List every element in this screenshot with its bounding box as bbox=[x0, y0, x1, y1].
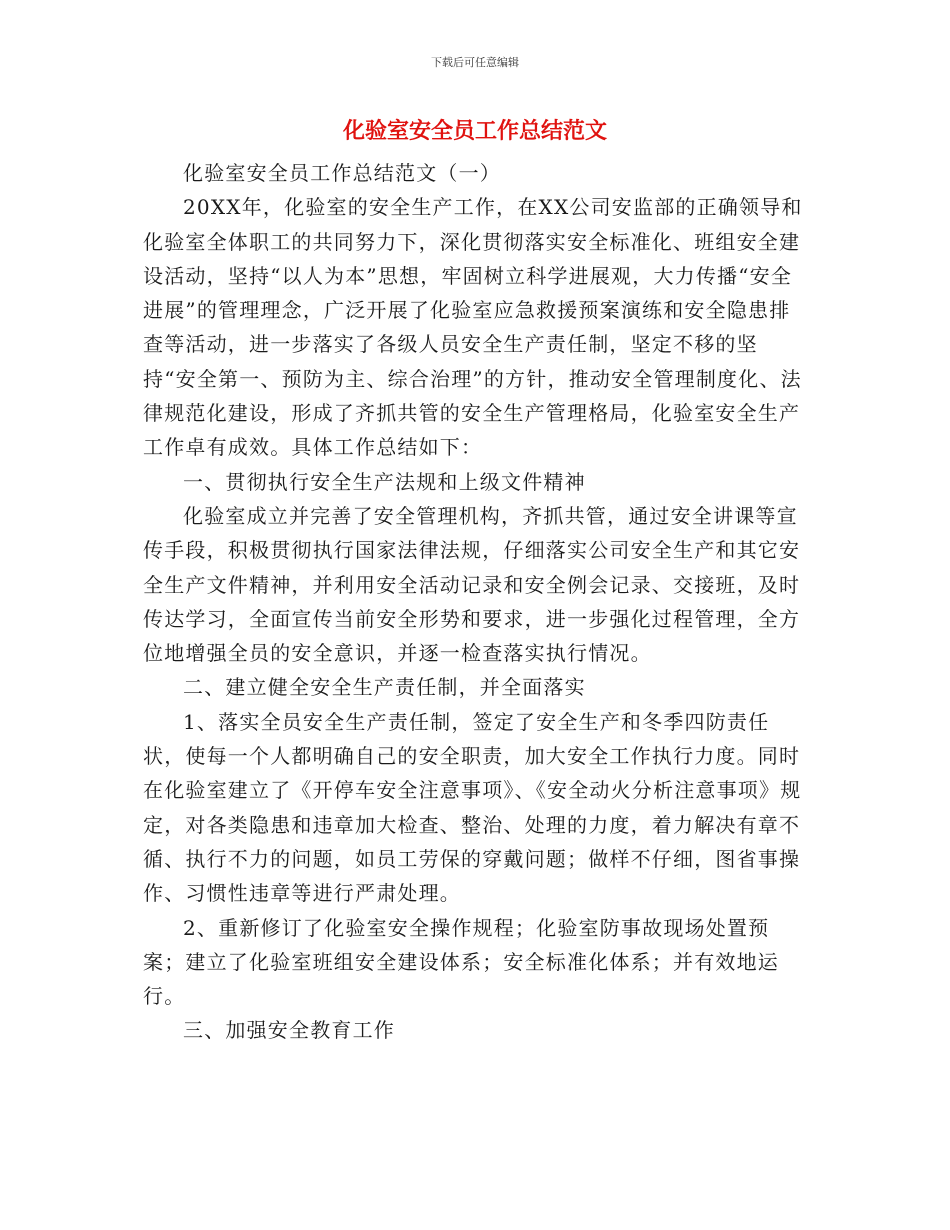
paragraph-section-2-item-2: 2、重新修订了化验室安全操作规程；化验室防事故现场处置预案；建立了化验室班组安全建设体系；安全标准化体系；并有效地运行。 bbox=[143, 915, 779, 1009]
document-title: 化验室安全员工作总结范文 bbox=[342, 119, 607, 144]
paragraph-section-1: 化验室成立并完善了安全管理机构，齐抓共管，通过安全讲课等宣传手段，积极贯彻执行国家法律法规，仔细落实公司安全生产和其它安全生产文件精神，并利用安全活动记录和安全例会记录、交接班，及时传达学习，全面宣传当前安全形势和要求，进一步强化过程管理，全方位地增强全员的安全意识，并逐一检查落实执行情况。 bbox=[143, 503, 801, 666]
section-heading-1: 一、贯彻执行安全生产法规和上级文件精神 bbox=[183, 469, 586, 494]
paragraph-section-2-item-1: 1、落实全员安全生产责任制，签定了安全生产和冬季四防责任状，使每一个人都明确自己的安全职责，加大安全工作执行力度。同时在化验室建立了《开停车安全注意事项》、《安全动火分析注意事项》规定，对各类隐患和违章加大检查、整治、处理的力度，着力解决有章不循、执行不力的问题，如员工劳保的穿戴问题；做样不仔细，图省事操作、习惯性违章等进行严肃处理。 bbox=[143, 709, 802, 906]
document-body bbox=[143, 156, 811, 1048]
header-note: 下载后可任意编辑 bbox=[431, 56, 519, 69]
section-heading-2: 二、建立健全安全生产责任制，并全面落实 bbox=[183, 675, 586, 700]
section-heading-3: 三、加强安全教育工作 bbox=[183, 1018, 395, 1043]
paragraph-subtitle: 化验室安全员工作总结范文（一） bbox=[183, 161, 501, 185]
paragraph-intro: 20XX年，化验室的安全生产工作，在XX公司安监部的正确领导和化验室全体职工的共同努力下，深化贯彻落实安全标准化、班组安全建设活动，坚持“以人为本”思想，牢固树立科学进展观，大力传播“安全进展”的管理理念，广泛开展了化验室应急救援预案演练和安全隐患排查等活动，进一步落实了各级人员安全生产责任制，坚定不移的坚持“安全第一、预防为主、综合治理”的方针，推动安全管理制度化、法律规范化建设，形成了齐抓共管的安全生产管理格局，化验室安全生产工作卓有成效。具体工作总结如下： bbox=[143, 195, 803, 460]
